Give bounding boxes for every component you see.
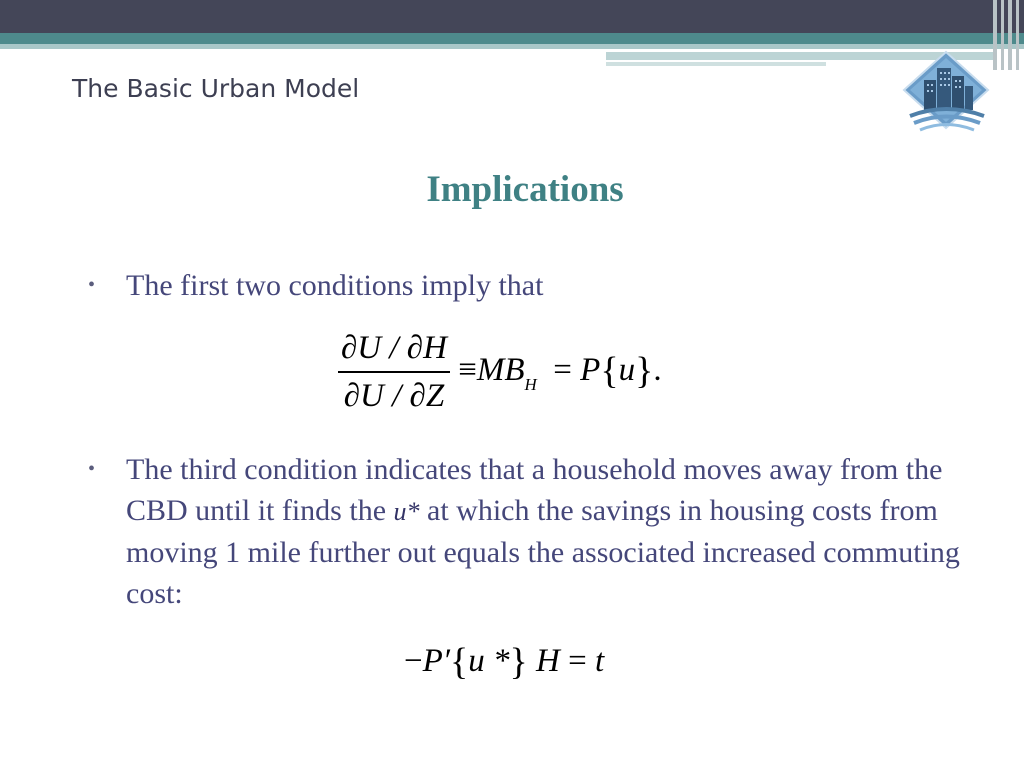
top-bar bbox=[0, 0, 1024, 33]
price-derivative: P′ bbox=[422, 643, 451, 679]
fraction bbox=[338, 330, 450, 414]
price-symbol: P bbox=[580, 352, 601, 388]
light-band bbox=[0, 44, 1024, 49]
decorative-lines bbox=[993, 0, 1024, 70]
accent-stripe-thin bbox=[606, 62, 826, 66]
slide-title: Implications bbox=[426, 169, 624, 210]
ustar-arg: u * bbox=[468, 643, 510, 679]
minus-sign: − bbox=[404, 643, 423, 679]
bullet-text-2-before: The third condition indicates that a household moves away from the CBD until it finds the bbox=[126, 453, 943, 527]
inline-math-ustar: u* bbox=[393, 497, 420, 526]
housing-symbol: H bbox=[536, 643, 560, 679]
equals-sign: = bbox=[568, 643, 587, 679]
brace-close: } bbox=[509, 641, 528, 683]
mb-subscript: H bbox=[524, 375, 537, 394]
bullet-text-2 bbox=[126, 449, 976, 614]
equation-commuting bbox=[404, 640, 604, 684]
equiv-sign: ≡ bbox=[458, 352, 477, 388]
period: . bbox=[653, 352, 662, 388]
mb-symbol: MB bbox=[476, 352, 525, 388]
commuting-cost-symbol: t bbox=[594, 643, 605, 679]
fraction-denominator: ∂U / ∂Z bbox=[338, 371, 450, 414]
fraction-numerator: ∂U / ∂H bbox=[341, 330, 447, 366]
bullet-marker: • bbox=[88, 458, 96, 480]
equals-sign: = bbox=[553, 352, 572, 388]
bullet-text-2-after: at which the savings in housing costs from moving 1 mile further out equals the associated increased commuting cost: bbox=[126, 494, 960, 610]
bullet-text-1: The first two conditions imply that bbox=[126, 269, 544, 302]
equation-mb bbox=[338, 330, 662, 414]
equation-rhs bbox=[458, 349, 661, 395]
brace-close: } bbox=[635, 350, 654, 392]
teal-band bbox=[0, 33, 1024, 44]
distance-arg: u bbox=[618, 352, 636, 388]
header-title: The Basic Urban Model bbox=[72, 74, 360, 103]
brace-open: { bbox=[600, 350, 619, 392]
bullet-marker: • bbox=[88, 274, 96, 296]
city-buildings-logo-icon bbox=[902, 50, 990, 136]
brace-open: { bbox=[450, 641, 469, 683]
